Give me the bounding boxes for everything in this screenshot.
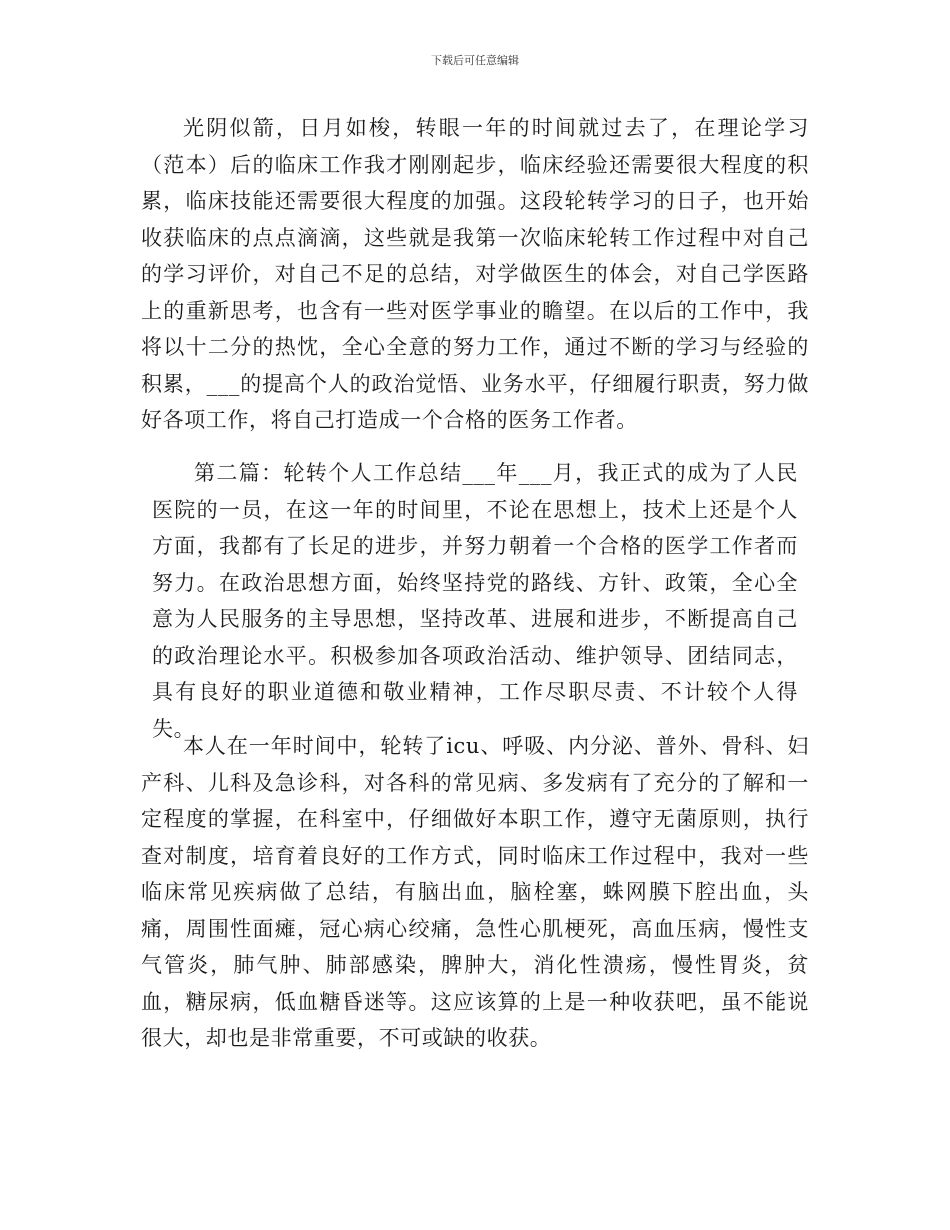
paragraph-1: 光阴似箭，日月如梭，转眼一年的时间就过去了，在理论学习（范本）后的临床工作我才刚刚起步，临床经验还需要很大程度的积累，临床技能还需要很大程度的加强。这段轮转学习的日子，也开始收获临床的点点滴滴，这些就是我第一次临床轮转工作过程中对自己的学习评价，对自己不足的总结，对学做医生的体会，对自己学医路上的重新思考，也含有一些对医学事业的瞻望。在以后的工作中，我将以十二分的热忱，全心全意的努力工作，通过不断的学习与经验的积累，___的提高个人的政治觉悟、业务水平，仔细履行职责，努力做好各项工作，将自己打造成一个合格的医务工作者。 bbox=[141, 116, 809, 432]
header-note: 下载后可任意编辑 bbox=[431, 54, 519, 67]
paragraph-2: 第二篇：轮转个人工作总结___年___月，我正式的成为了人民医院的一员，在这一年的时间里，不论在思想上，技术上还是个人方面，我都有了长足的进步，并努力朝着一个合格的医学工作者而努力。在政治思想方面，始终坚持党的路线、方针、政策，全心全意为人民服务的主导思想，坚持改革、进展和进步，不断提高自己的政治理论水平。积极参加各项政治活动、维护领导、团结同志，具有良好的职业道德和敬业精神，工作尽职尽责、不计较个人得失。 bbox=[152, 461, 798, 741]
paragraph-3: 本人在一年时间中，轮转了icu、呼吸、内分泌、普外、骨科、妇产科、儿科及急诊科，对各科的常见病、多发病有了充分的了解和一定程度的掌握，在科室中，仔细做好本职工作，遵守无菌原则，执行查对制度，培育着良好的工作方式，同时临床工作过程中，我对一些临床常见疾病做了总结，有脑出血，脑栓塞，蛛网膜下腔出血，头痛，周围性面瘫，冠心病心绞痛，急性心肌梗死，高血压病，慢性支气管炎，肺气肿、肺部感染，脾肿大，消化性溃疡，慢性胃炎，贫血，糖尿病，低血糖昏迷等。这应该算的上是一种收获吧，虽不能说很大，却也是非常重要，不可或缺的收获。 bbox=[141, 734, 809, 1050]
